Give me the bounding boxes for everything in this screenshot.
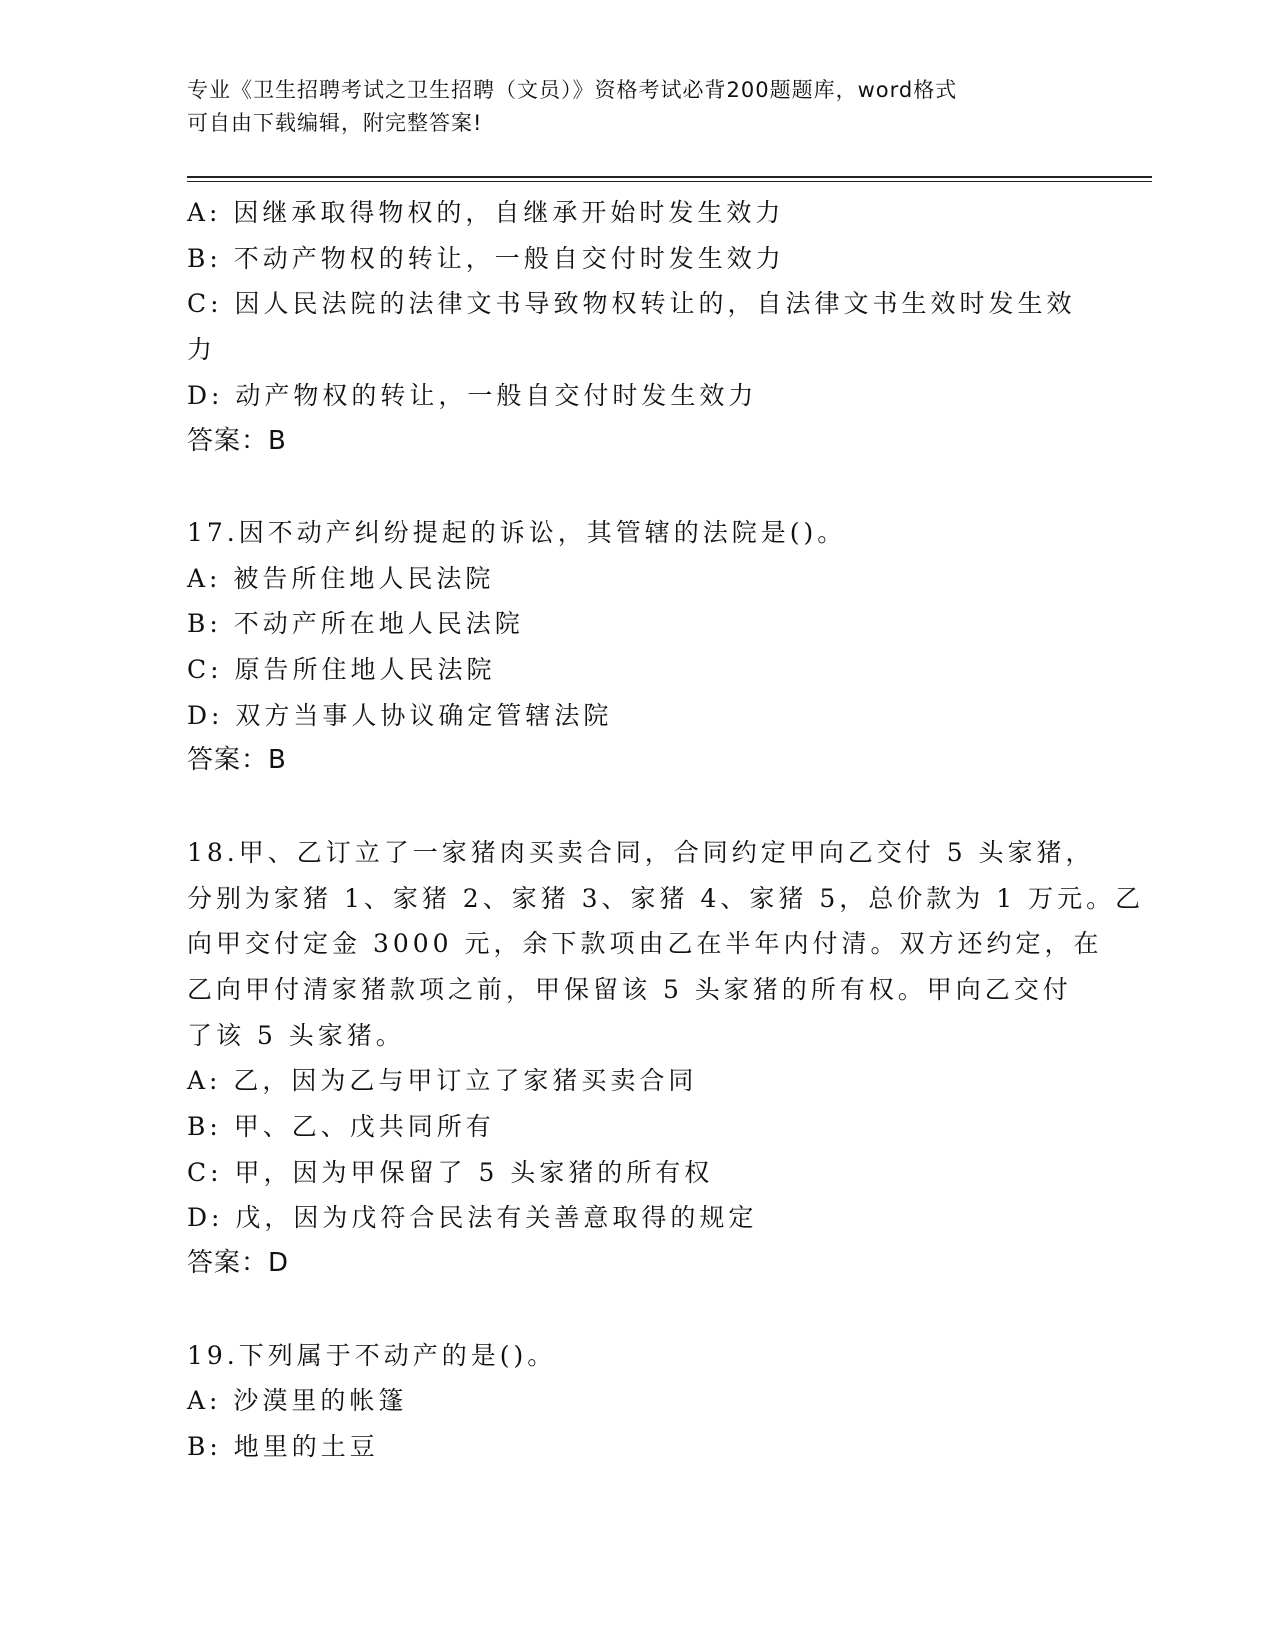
option-b: B: 甲、乙、戊共同所有 — [187, 1112, 495, 1142]
question-spacer — [187, 784, 1087, 830]
option-c-continued: 力 — [187, 335, 217, 365]
document-header — [187, 74, 1087, 140]
question-text-line: 分别为家猪 1、家猪 2、家猪 3、家猪 4、家猪 5，总价款为 1 万元。乙 — [187, 883, 1145, 913]
option-b: B: 不动产物权的转让，一般自交付时发生效力 — [187, 243, 785, 273]
question-text-line: 了该 5 头家猪。 — [187, 1020, 405, 1050]
option-c: C: 原告所住地人民法院 — [187, 655, 496, 685]
question-18 — [187, 830, 1145, 1287]
answer-label: 答案：B — [187, 425, 287, 456]
option-d: D: 动产物权的转让，一般自交付时发生效力 — [187, 380, 758, 410]
option-b: B: 不动产所在地人民法院 — [187, 609, 524, 639]
option-a: A: 被告所住地人民法院 — [187, 563, 495, 593]
question-text-line: 乙向甲付清家猪款项之前，甲保留该 5 头家猪的所有权。甲向乙交付 — [187, 974, 1072, 1004]
question-text: 19.下列属于不动产的是()。 — [187, 1340, 557, 1370]
option-b: B: 地里的土豆 — [187, 1431, 379, 1461]
question-text: 17.因不动产纠纷提起的诉讼，其管辖的法院是()。 — [187, 517, 847, 547]
question-text-line: 18.甲、乙订立了一家猪肉买卖合同，合同约定甲向乙交付 5 头家猪， — [187, 837, 1095, 867]
question-19 — [187, 1333, 1087, 1470]
header-line: 可自由下载编辑，附完整答案! — [187, 111, 483, 135]
header-divider-thick — [187, 176, 1152, 178]
answer-label: 答案：B — [187, 745, 287, 776]
question-spacer — [187, 464, 1087, 510]
question-16 — [187, 190, 1087, 464]
option-a: A: 乙，因为乙与甲订立了家猪买卖合同 — [187, 1066, 698, 1096]
question-17 — [187, 510, 1087, 784]
header-divider-thin — [187, 181, 1152, 182]
option-d: D: 戊，因为戊符合民法有关善意取得的规定 — [187, 1203, 758, 1233]
option-a: A: 因继承取得物权的，自继承开始时发生效力 — [187, 198, 785, 227]
question-text-line: 向甲交付定金 3000 元，余下款项由乙在半年内付清。双方还约定，在 — [187, 929, 1103, 959]
header-line: 专业《卫生招聘考试之卫生招聘（文员）》资格考试必背200题题库，word格式 — [187, 78, 958, 102]
question-spacer — [187, 1287, 1087, 1333]
option-c: C: 甲，因为甲保留了 5 头家猪的所有权 — [187, 1157, 714, 1187]
answer-label: 答案：D — [187, 1248, 290, 1279]
option-d: D: 双方当事人协议确定管辖法院 — [187, 700, 613, 730]
option-c: C: 因人民法院的法律文书导致物权转让的，自法律文书生效时发生效 — [187, 289, 1076, 319]
option-a: A: 沙漠里的帐篷 — [187, 1386, 408, 1416]
question-list — [187, 190, 1145, 1470]
